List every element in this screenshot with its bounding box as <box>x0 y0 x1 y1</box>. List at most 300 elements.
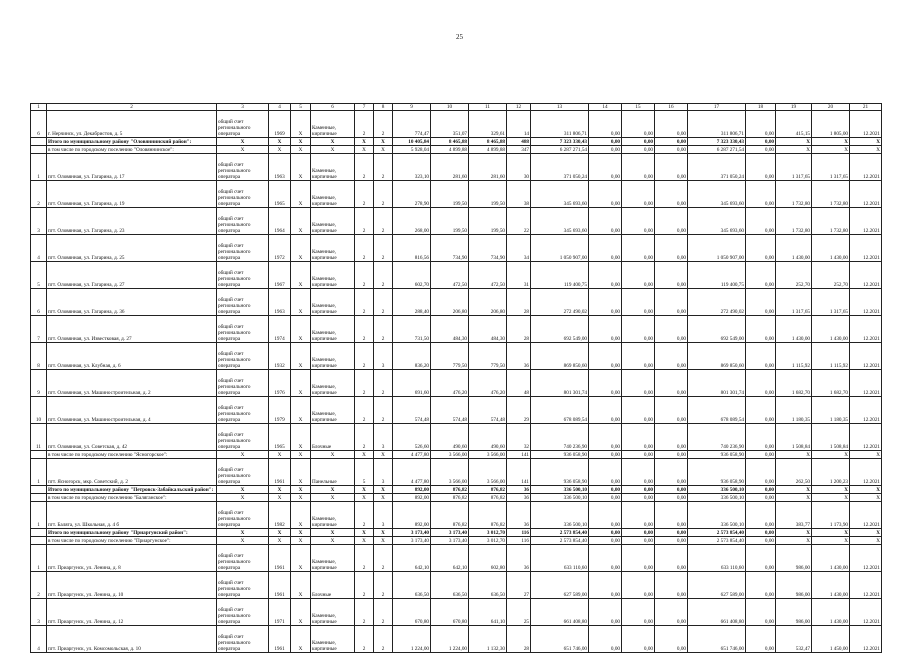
table-cell: X <box>311 529 355 537</box>
table-cell: 0,00 <box>746 502 776 529</box>
table-cell: 574,48 <box>469 397 507 424</box>
table-cell: Каменные, кирпичные <box>311 626 355 653</box>
table-cell: X <box>776 451 812 459</box>
table-cell: 3 173,40 <box>393 537 431 545</box>
table-cell: 141 <box>507 451 531 459</box>
table-cell: 0,00 <box>746 181 776 208</box>
table-cell: 0,00 <box>746 572 776 599</box>
table-cell: 0,00 <box>622 208 655 235</box>
table-row <box>31 502 882 529</box>
table-cell: 0,00 <box>622 451 655 459</box>
table-cell: 272 490,02 <box>531 289 589 316</box>
table-cell: пгт. Оловянная, ул. Гагарина, д. 17 <box>47 154 217 181</box>
table-cell: 1 <box>31 154 47 181</box>
table-cell: 0,00 <box>746 529 776 537</box>
table-cell: X <box>269 494 291 502</box>
table-cell: общий счет регионального оператора <box>217 181 269 208</box>
table-cell: 0,00 <box>655 154 688 181</box>
table-cell: X <box>291 262 311 289</box>
settlement-subtotal-row <box>31 494 882 502</box>
table-cell: Каменные, кирпичные <box>311 154 355 181</box>
table-cell: X <box>291 111 311 138</box>
table-cell: X <box>291 154 311 181</box>
table-cell: X <box>217 486 269 494</box>
table-cell: X <box>291 289 311 316</box>
table-cell: общий счет регионального оператора <box>217 262 269 289</box>
table-cell: 1 050 907,00 <box>531 235 589 262</box>
table-cell: 34 <box>507 235 531 262</box>
table-cell: 10 <box>31 397 47 424</box>
table-cell: 472,50 <box>431 262 469 289</box>
table-cell: 7 323 330,43 <box>688 138 746 146</box>
table-cell: 116 <box>507 537 531 545</box>
table-cell: 3 012,70 <box>469 537 507 545</box>
table-cell: 323,10 <box>393 154 431 181</box>
table-cell: пгт. Приаргунск, ул. Ленина, д. 12 <box>47 599 217 626</box>
table-cell: 36 <box>507 502 531 529</box>
table-cell: 116 <box>507 529 531 537</box>
table-cell: 0,00 <box>746 494 776 502</box>
table-cell: 876,82 <box>469 502 507 529</box>
table-cell: пгт. Приаргунск, ул. Комсомольская, д. 10 <box>47 626 217 653</box>
table-cell: 472,50 <box>469 262 507 289</box>
table-cell: 12.2021 <box>850 397 882 424</box>
table-cell: 0,00 <box>589 146 622 154</box>
table-cell: 869 850,60 <box>531 343 589 370</box>
table-cell: X <box>374 138 393 146</box>
table-cell: 1 732,80 <box>776 208 812 235</box>
table-cell: 1 430,00 <box>812 599 850 626</box>
table-cell: 816,56 <box>393 235 431 262</box>
table-cell: X <box>217 146 269 154</box>
table-cell: X <box>269 146 291 154</box>
column-number: 11 <box>469 104 507 111</box>
table-cell: общий счет регионального оператора <box>217 111 269 138</box>
table-cell: 532,47 <box>776 626 812 653</box>
table-cell: 633 110,60 <box>688 545 746 572</box>
table-cell: 484,30 <box>469 316 507 343</box>
table-cell: 7 323 330,43 <box>531 138 589 146</box>
table-cell: X <box>355 494 374 502</box>
table-cell: 0,00 <box>589 154 622 181</box>
table-cell: 0,00 <box>622 111 655 138</box>
table-cell: 2 <box>355 599 374 626</box>
table-cell: общий счет регионального оператора <box>217 626 269 653</box>
table-cell: 2 <box>355 262 374 289</box>
table-cell: 0,00 <box>655 146 688 154</box>
table-cell: 12.2021 <box>850 599 882 626</box>
table-cell: пгт. Приаргунск, ул. Ленина, д. 10 <box>47 572 217 599</box>
table-cell: пгт. Оловянная, ул. Известковая, д. 27 <box>47 316 217 343</box>
table-cell: 4 477,80 <box>393 459 431 486</box>
table-cell: 661 408,80 <box>531 599 589 626</box>
table-cell: 2 <box>355 208 374 235</box>
register-table <box>30 103 882 653</box>
table-cell: 1969 <box>269 111 291 138</box>
table-cell: X <box>291 343 311 370</box>
table-cell: X <box>812 451 850 459</box>
table-cell: 740 236,90 <box>688 424 746 451</box>
table-cell: 936 058,90 <box>688 459 746 486</box>
table-cell: 2 <box>374 181 393 208</box>
table-cell: 2 <box>355 235 374 262</box>
table-cell: 2 <box>374 154 393 181</box>
table-cell: 661 408,80 <box>688 599 746 626</box>
table-cell: общий счет регионального оператора <box>217 424 269 451</box>
table-cell: X <box>355 537 374 545</box>
table-cell: 1961 <box>269 572 291 599</box>
table-cell: 2 <box>374 111 393 138</box>
table-cell: 8 <box>31 343 47 370</box>
table-cell: 1 732,80 <box>812 181 850 208</box>
table-cell: 691,60 <box>393 370 431 397</box>
table-cell: Каменные, кирпичные <box>311 235 355 262</box>
table-cell: 0,00 <box>655 459 688 486</box>
table-row <box>31 397 882 424</box>
table-cell: 2 <box>374 316 393 343</box>
table-cell: 29 <box>507 397 531 424</box>
table-cell: 0,00 <box>589 397 622 424</box>
table-cell: Блочные <box>311 572 355 599</box>
table-cell: 336 500,10 <box>531 494 589 502</box>
table-cell: X <box>217 529 269 537</box>
table-cell: X <box>291 451 311 459</box>
column-number: 5 <box>291 104 311 111</box>
table-cell: 476,20 <box>469 370 507 397</box>
table-cell: X <box>291 397 311 424</box>
column-number: 4 <box>269 104 291 111</box>
table-cell <box>31 138 47 146</box>
table-cell: 4 899,88 <box>469 146 507 154</box>
table-cell: 0,00 <box>746 626 776 653</box>
table-cell: X <box>812 537 850 545</box>
table-row <box>31 289 882 316</box>
table-cell <box>31 529 47 537</box>
table-cell: 1 682,70 <box>812 370 850 397</box>
table-cell: 252,70 <box>776 262 812 289</box>
table-cell: X <box>776 146 812 154</box>
table-cell: 36 <box>507 343 531 370</box>
table-cell: 12.2021 <box>850 289 882 316</box>
table-cell: 602,70 <box>393 262 431 289</box>
table-cell: 28 <box>507 289 531 316</box>
table-cell: общий счет регионального оператора <box>217 599 269 626</box>
table-cell: в том числе по городскому поселению "Баляганское": <box>47 494 217 502</box>
table-cell: 0,00 <box>746 343 776 370</box>
table-cell: X <box>812 494 850 502</box>
table-cell: 32 <box>507 424 531 451</box>
table-row <box>31 572 882 599</box>
table-cell: Каменные, кирпичные <box>311 316 355 343</box>
table-cell: 2 <box>355 316 374 343</box>
column-number: 14 <box>589 104 622 111</box>
table-cell: 636,50 <box>469 572 507 599</box>
table-cell: 0,00 <box>746 459 776 486</box>
table-cell: X <box>850 146 882 154</box>
table-cell: X <box>812 146 850 154</box>
table-cell: X <box>217 494 269 502</box>
table-cell: 0,00 <box>655 572 688 599</box>
table-cell: 36 <box>507 494 531 502</box>
table-cell: 0,00 <box>746 316 776 343</box>
table-cell: X <box>291 146 311 154</box>
column-number: 19 <box>776 104 812 111</box>
column-number: 17 <box>688 104 746 111</box>
table-cell: X <box>217 138 269 146</box>
table-cell: общий счет регионального оператора <box>217 316 269 343</box>
table-cell: 0,00 <box>589 424 622 451</box>
table-cell: 0,00 <box>589 545 622 572</box>
table-cell: 7 <box>31 316 47 343</box>
table-cell: 281,60 <box>431 154 469 181</box>
table-cell: X <box>850 494 882 502</box>
table-cell: 119 400,75 <box>531 262 589 289</box>
table-cell: пгт. Оловянная, ул. Клубная, д. 6 <box>47 343 217 370</box>
table-cell: 206,80 <box>469 289 507 316</box>
table-cell: X <box>291 626 311 653</box>
table-cell: 1 732,80 <box>812 208 850 235</box>
table-cell: 268,00 <box>393 208 431 235</box>
table-cell: 336 500,10 <box>688 494 746 502</box>
table-row <box>31 181 882 208</box>
table-cell: 0,00 <box>655 486 688 494</box>
table-row <box>31 235 882 262</box>
table-cell: 3 173,40 <box>431 529 469 537</box>
table-cell: 345 693,60 <box>688 208 746 235</box>
table-cell: Каменные, кирпичные <box>311 502 355 529</box>
table-cell: 3 173,40 <box>393 529 431 537</box>
table-cell: 801 301,74 <box>688 370 746 397</box>
table-cell: 2 <box>374 262 393 289</box>
table-cell: 12.2021 <box>850 343 882 370</box>
table-cell: Каменные, кирпичные <box>311 262 355 289</box>
column-number: 20 <box>812 104 850 111</box>
table-cell: 4 <box>31 235 47 262</box>
table-cell: 1 200,23 <box>812 459 850 486</box>
table-cell: X <box>291 599 311 626</box>
column-number: 9 <box>393 104 431 111</box>
district-total-row <box>31 138 882 146</box>
register-table-wrapper <box>30 103 880 653</box>
table-cell: 678 089,54 <box>531 397 589 424</box>
table-cell: 0,00 <box>655 494 688 502</box>
table-cell: 6 <box>31 289 47 316</box>
table-cell: 1 <box>31 545 47 572</box>
table-cell: X <box>291 316 311 343</box>
table-cell: 2 <box>374 370 393 397</box>
table-cell: 0,00 <box>589 343 622 370</box>
table-cell: 11 <box>31 424 47 451</box>
table-cell: X <box>269 138 291 146</box>
table-cell: 1 508,84 <box>812 424 850 451</box>
table-cell: 0,00 <box>655 626 688 653</box>
table-cell: 3 <box>31 599 47 626</box>
table-cell: 1 <box>31 502 47 529</box>
table-cell: общий счет регионального оператора <box>217 154 269 181</box>
table-cell: 36 <box>507 545 531 572</box>
table-cell: 28 <box>507 316 531 343</box>
table-cell: 9 <box>31 370 47 397</box>
table-cell: 0,00 <box>655 111 688 138</box>
table-cell: 0,00 <box>746 146 776 154</box>
table-cell: 3 566,00 <box>469 451 507 459</box>
table-cell: 0,00 <box>622 626 655 653</box>
table-cell: X <box>291 370 311 397</box>
table-cell: пгт. Оловянная, ул. Советская, д. 42 <box>47 424 217 451</box>
table-cell: 199,50 <box>469 181 507 208</box>
table-cell: 0,00 <box>622 486 655 494</box>
table-cell: Каменные, кирпичные <box>311 397 355 424</box>
table-cell: 0,00 <box>622 529 655 537</box>
table-cell: 0,00 <box>589 262 622 289</box>
table-cell: X <box>291 208 311 235</box>
table-cell: 272 490,02 <box>688 289 746 316</box>
table-cell: 0,00 <box>746 599 776 626</box>
table-cell: 2 <box>374 289 393 316</box>
table-cell: 0,00 <box>589 235 622 262</box>
table-cell: 0,00 <box>655 343 688 370</box>
table-cell: 27 <box>507 572 531 599</box>
table-cell: X <box>850 451 882 459</box>
table-cell: 5 <box>355 459 374 486</box>
table-cell: 311 806,71 <box>688 111 746 138</box>
table-cell: X <box>374 529 393 537</box>
settlement-subtotal-row <box>31 451 882 459</box>
table-cell: 641,10 <box>469 599 507 626</box>
table-cell: 1963 <box>269 289 291 316</box>
table-cell: 12.2021 <box>850 111 882 138</box>
table-cell: 0,00 <box>746 208 776 235</box>
table-cell: 12.2021 <box>850 459 882 486</box>
table-cell: 351,07 <box>431 111 469 138</box>
table-cell: 0,00 <box>622 537 655 545</box>
table-cell: 801 301,74 <box>531 370 589 397</box>
table-cell: пгт. Оловянная, ул. Гагарина, д. 23 <box>47 208 217 235</box>
table-cell: 119 400,75 <box>688 262 746 289</box>
table-row <box>31 370 882 397</box>
table-cell: 2 <box>355 397 374 424</box>
table-cell: 1965 <box>269 424 291 451</box>
table-cell: 0,00 <box>589 572 622 599</box>
table-cell: 627 589,00 <box>688 572 746 599</box>
table-cell: 48 <box>507 370 531 397</box>
table-cell: 8 465,88 <box>431 138 469 146</box>
table-cell: 936 058,90 <box>531 451 589 459</box>
column-number: 8 <box>374 104 393 111</box>
table-cell: 986,00 <box>776 599 812 626</box>
table-cell: 0,00 <box>589 537 622 545</box>
table-cell: 0,00 <box>655 537 688 545</box>
table-cell: 30 <box>507 154 531 181</box>
table-cell: 0,00 <box>622 545 655 572</box>
table-cell: 1964 <box>269 208 291 235</box>
table-cell: пгт. Баляга, ул. Школьная, д. 4 б <box>47 502 217 529</box>
table-cell: 3 <box>374 424 393 451</box>
table-cell: пгт. Ясногорск, мкр. Советский, д. 2 <box>47 459 217 486</box>
table-cell: 0,00 <box>589 599 622 626</box>
table-cell: 281,60 <box>469 154 507 181</box>
table-row <box>31 343 882 370</box>
table-cell: 3 566,00 <box>469 459 507 486</box>
table-cell: общий счет регионального оператора <box>217 235 269 262</box>
table-cell: 141 <box>507 459 531 486</box>
table-cell: 311 806,71 <box>531 111 589 138</box>
table-cell: 2 <box>374 572 393 599</box>
table-cell: 1 <box>31 459 47 486</box>
table-cell: 1 682,70 <box>776 370 812 397</box>
table-cell: 6 287 271,54 <box>688 146 746 154</box>
table-cell: 345 693,60 <box>688 181 746 208</box>
table-cell: пгт. Оловянная, ул. Гагарина, д. 36 <box>47 289 217 316</box>
table-cell: 678 089,54 <box>688 397 746 424</box>
table-cell: 0,00 <box>655 397 688 424</box>
table-cell: 336 500,10 <box>688 502 746 529</box>
table-cell: 779,50 <box>431 343 469 370</box>
table-cell: 2 <box>374 545 393 572</box>
table-cell: Итого по муниципальному району "Петровск-Забайкальский район": <box>47 486 217 494</box>
table-cell: 6 287 271,54 <box>531 146 589 154</box>
table-cell: пгт. Оловянная, ул. Машиностроительная, д. 4 <box>47 397 217 424</box>
table-cell: X <box>291 138 311 146</box>
table-cell: общий счет регионального оператора <box>217 545 269 572</box>
table-cell: X <box>291 494 311 502</box>
table-cell: общий счет регионального оператора <box>217 289 269 316</box>
table-cell: 1 805,00 <box>812 111 850 138</box>
table-cell: X <box>291 572 311 599</box>
table-cell: 336 500,10 <box>531 486 589 494</box>
table-cell: X <box>355 138 374 146</box>
table-cell: 0,00 <box>746 111 776 138</box>
table-cell: общий счет регионального оператора <box>217 343 269 370</box>
settlement-subtotal-row <box>31 537 882 545</box>
table-cell: X <box>291 545 311 572</box>
table-cell: 1 173,90 <box>812 502 850 529</box>
table-cell: 476,20 <box>431 370 469 397</box>
table-cell: в том числе по городскому поселению "Оловяннинское": <box>47 146 217 154</box>
table-cell: X <box>311 138 355 146</box>
table-cell: X <box>311 146 355 154</box>
table-cell: 0,00 <box>655 262 688 289</box>
table-cell: пгт. Оловянная, ул. Гагарина, д. 25 <box>47 235 217 262</box>
column-number: 3 <box>217 104 269 111</box>
table-cell: 12.2021 <box>850 502 882 529</box>
table-cell: 892,00 <box>393 494 431 502</box>
table-cell: X <box>269 529 291 537</box>
table-cell: 28 <box>507 626 531 653</box>
table-cell: Блочные <box>311 424 355 451</box>
table-cell: 876,82 <box>469 494 507 502</box>
table-cell: пгт. Приаргунск, ул. Ленина, д. 8 <box>47 545 217 572</box>
table-cell: X <box>374 146 393 154</box>
table-cell: 0,00 <box>622 235 655 262</box>
column-number: 6 <box>311 104 355 111</box>
table-cell: 0,00 <box>622 397 655 424</box>
table-cell: 2 573 854,40 <box>688 529 746 537</box>
table-cell: 199,50 <box>469 208 507 235</box>
table-cell: X <box>374 537 393 545</box>
table-cell: 0,00 <box>746 370 776 397</box>
table-cell: 0,00 <box>589 626 622 653</box>
table-cell <box>31 451 47 459</box>
table-cell: 986,00 <box>776 572 812 599</box>
table-row <box>31 316 882 343</box>
table-cell: 1 180,35 <box>812 397 850 424</box>
table-cell: 876,82 <box>431 502 469 529</box>
table-cell: 0,00 <box>622 599 655 626</box>
table-cell: 692 549,00 <box>531 316 589 343</box>
table-cell: 0,00 <box>589 316 622 343</box>
table-cell: 3 <box>374 459 393 486</box>
